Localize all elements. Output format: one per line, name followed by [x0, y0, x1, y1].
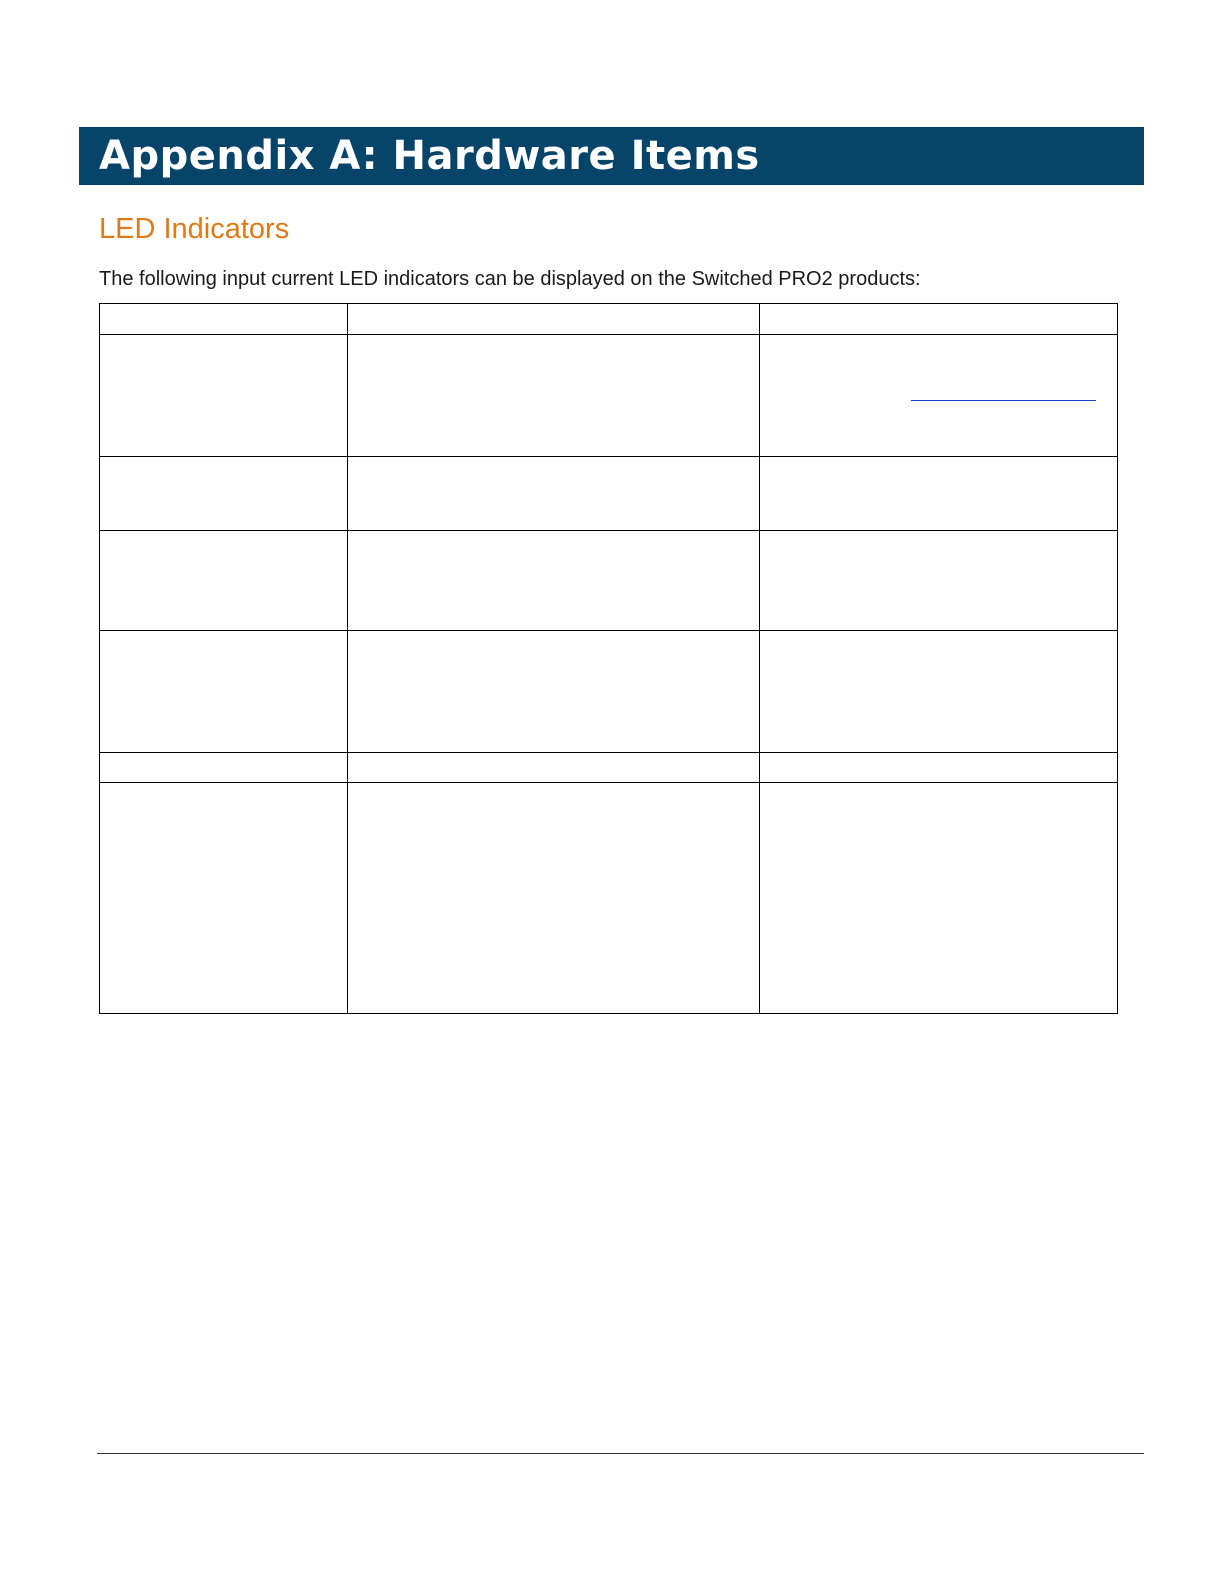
table-row: [100, 783, 1118, 1014]
table-cell: [760, 783, 1118, 1014]
table-cell: [100, 531, 348, 631]
table-row: [100, 335, 1118, 457]
table-cell: [100, 631, 348, 753]
link-underline[interactable]: [911, 400, 1096, 401]
table-cell: [760, 753, 1118, 783]
table-subheader-row: [100, 753, 1118, 783]
table-row: [100, 457, 1118, 531]
appendix-banner: [79, 127, 1144, 185]
table-cell: [100, 753, 348, 783]
table-cell: [760, 631, 1118, 753]
page-title: Appendix A: Hardware Items: [99, 133, 760, 179]
table-cell: [348, 783, 760, 1014]
table-header-row: [100, 304, 1118, 335]
table-cell: [100, 457, 348, 531]
table-cell: [348, 753, 760, 783]
table-cell: [100, 783, 348, 1014]
table-cell: [348, 304, 760, 335]
table-cell: [760, 304, 1118, 335]
led-indicator-table: [99, 303, 1118, 1014]
table-cell: [760, 457, 1118, 531]
footer-divider: [97, 1453, 1144, 1454]
table-row: [100, 531, 1118, 631]
table-row: [100, 631, 1118, 753]
table-cell: [760, 335, 1118, 457]
table-cell: [100, 304, 348, 335]
table-cell: [348, 457, 760, 531]
table-cell: [348, 335, 760, 457]
table-cell: [348, 631, 760, 753]
section-heading: LED Indicators: [99, 213, 290, 245]
intro-paragraph: The following input current LED indicators can be displayed on the Switched PRO2 products:: [99, 268, 921, 290]
table-cell: [100, 335, 348, 457]
table-cell: [760, 531, 1118, 631]
table-cell: [348, 531, 760, 631]
